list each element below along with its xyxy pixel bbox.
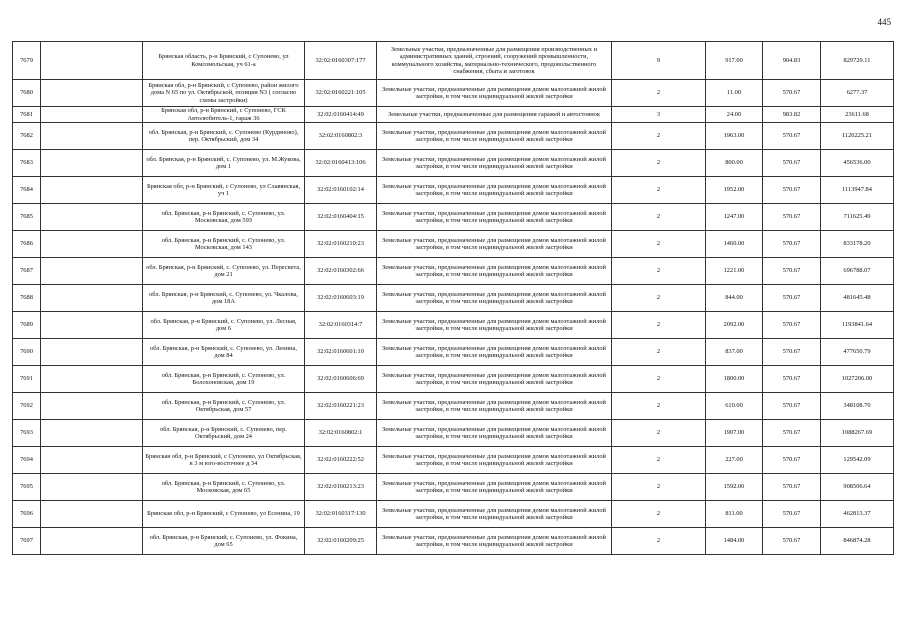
empty-cell [41,123,143,150]
land-use-cell: Земельные участки, предназначенные для размещения домов малоэтажной жилой застройки, в том числе индивидуальной жилой застройки [377,339,612,366]
land-use-cell: Земельные участки, предназначенные для размещения домов малоэтажной жилой застройки, в том числе индивидуальной жилой застройки [377,528,612,555]
row-number: 7693 [13,420,41,447]
table-row [13,393,894,420]
rate-cell: 570.67 [763,258,821,285]
cadastral-number-cell: 32:02:0160221:23 [305,393,377,420]
group-cell: 3 [612,107,706,123]
land-use-cell: Земельные участки, предназначенные для размещения домов малоэтажной жилой застройки, в том числе индивидуальной жилой застройки [377,420,612,447]
area-cell: 11.00 [706,80,763,107]
empty-cell [41,107,143,123]
address-cell: Брянская обл, р-н Брянский, с Супонево, ул Славянская, уч 1 [143,177,305,204]
cadastral-number-cell: 32:02:0160601:10 [305,339,377,366]
land-use-cell: Земельные участки, предназначенные для размещения домов малоэтажной жилой застройки, в том числе индивидуальной жилой застройки [377,80,612,107]
rate-cell: 570.67 [763,339,821,366]
address-cell: обл. Брянская, р-н Брянский, с. Супонево, ул. М.Жукова, дом 1 [143,150,305,177]
page-number: 445 [877,17,891,27]
empty-cell [41,447,143,474]
address-cell: обл. Брянская, р-н Брянский, с. Супонево, ул. Пересвета, дом 21 [143,258,305,285]
rate-cell: 570.67 [763,366,821,393]
value-cell: 1120225.21 [821,123,894,150]
rate-cell: 570.67 [763,150,821,177]
rate-cell: 570.67 [763,285,821,312]
row-number: 7682 [13,123,41,150]
value-cell: 908506.64 [821,474,894,501]
address-cell: Брянская обл, р-н Брянский, с Супонево, ГСК Автолюбитель-1, гараж 36 [143,107,305,123]
value-cell: 462813.37 [821,501,894,528]
group-cell: 2 [612,80,706,107]
group-cell: 2 [612,528,706,555]
table-row [13,366,894,393]
row-number: 7694 [13,447,41,474]
address-cell: обл. Брянская, р-н Брянский, с. Супонево, ул. Ленина, дом 84 [143,339,305,366]
rate-cell: 570.67 [763,501,821,528]
group-cell: 2 [612,150,706,177]
land-use-cell: Земельные участки, предназначенные для размещения домов малоэтажной жилой застройки, в том числе индивидуальной жилой застройки [377,501,612,528]
rate-cell: 570.67 [763,123,821,150]
area-cell: 844.00 [706,285,763,312]
cadastral-number-cell: 32:02:0160802:1 [305,420,377,447]
value-cell: 1027206.00 [821,366,894,393]
group-cell: 2 [612,312,706,339]
rate-cell: 904.83 [763,42,821,80]
rate-cell: 570.67 [763,204,821,231]
value-cell: 1113947.84 [821,177,894,204]
rate-cell: 570.67 [763,447,821,474]
empty-cell [41,474,143,501]
value-cell: 456536.00 [821,150,894,177]
address-cell: обл. Брянская, р-н Брянский, с. Супонево, ул. Московская, дом 59З [143,204,305,231]
area-cell: 811.00 [706,501,763,528]
address-cell: обл. Брянская, р-н Брянский, с. Супонево, ул. Октябрьская, дом 57 [143,393,305,420]
group-cell: 2 [612,123,706,150]
table-row [13,420,894,447]
empty-cell [41,528,143,555]
rate-cell: 570.67 [763,474,821,501]
area-cell: 1963.00 [706,123,763,150]
value-cell: 23611.68 [821,107,894,123]
empty-cell [41,204,143,231]
empty-cell [41,393,143,420]
value-cell: 477650.79 [821,339,894,366]
row-number: 7679 [13,42,41,80]
area-cell: 1247.00 [706,204,763,231]
rate-cell: 570.67 [763,393,821,420]
group-cell: 2 [612,474,706,501]
area-cell: 1460.00 [706,231,763,258]
row-number: 7691 [13,366,41,393]
table-row [13,42,894,80]
rate-cell: 983.82 [763,107,821,123]
empty-cell [41,80,143,107]
area-cell: 1907.00 [706,420,763,447]
value-cell: 1193841.64 [821,312,894,339]
cadastral-number-cell: 32:02:0160307:177 [305,42,377,80]
table-row [13,474,894,501]
area-cell: 800.00 [706,150,763,177]
cadastral-number-cell: 32:02:0160221:105 [305,80,377,107]
land-use-cell: Земельные участки, предназначенные для размещения домов малоэтажной жилой застройки, в том числе индивидуальной жилой застройки [377,366,612,393]
land-use-cell: Земельные участки, предназначенные для размещения домов малоэтажной жилой застройки, в том числе индивидуальной жилой застройки [377,231,612,258]
empty-cell [41,258,143,285]
land-use-cell: Земельные участки, предназначенные для размещения домов малоэтажной жилой застройки, в том числе индивидуальной жилой застройки [377,474,612,501]
cadastral-value-table [12,41,894,555]
group-cell: 2 [612,420,706,447]
cadastral-number-cell: 32:02:0160606:69 [305,366,377,393]
land-use-cell: Земельные участки, предназначенные для размещения гаражей и автостоянок [377,107,612,123]
rate-cell: 570.67 [763,80,821,107]
table-row [13,123,894,150]
cadastral-number-cell: 32:02:0160317:130 [305,501,377,528]
address-cell: обл. Брянская, р-н Брянский, с. Супонево, пер. Октябрьский, дом 24 [143,420,305,447]
area-cell: 1592.00 [706,474,763,501]
table-row [13,339,894,366]
cadastral-number-cell: 32:02:0160213:23 [305,474,377,501]
table-row [13,150,894,177]
row-number: 7683 [13,150,41,177]
group-cell: 2 [612,177,706,204]
rate-cell: 570.67 [763,231,821,258]
land-use-cell: Земельные участки, предназначенные для размещения домов малоэтажной жилой застройки, в том числе индивидуальной жилой застройки [377,177,612,204]
land-use-cell: Земельные участки, предназначенные для размещения домов малоэтажной жилой застройки, в том числе индивидуальной жилой застройки [377,150,612,177]
area-cell: 1221.00 [706,258,763,285]
row-number: 7692 [13,393,41,420]
address-cell: Брянская область, р-н Брянский, с Супонево, ул Комсомольская, уч 61-а [143,42,305,80]
value-cell: 348108.70 [821,393,894,420]
rate-cell: 570.67 [763,312,821,339]
group-cell: 2 [612,393,706,420]
address-cell: обл. Брянская, р-н Брянский, с. Супонево, ул. Лесная, дом 6 [143,312,305,339]
address-cell: обл. Брянская, р-н Брянский, с. Супонево (Курдиново), пер. Октябрьский, дом 34 [143,123,305,150]
group-cell: 9 [612,42,706,80]
land-use-cell: Земельные участки, предназначенные для размещения домов малоэтажной жилой застройки, в том числе индивидуальной жилой застройки [377,204,612,231]
area-cell: 1952.00 [706,177,763,204]
group-cell: 2 [612,231,706,258]
cadastral-number-cell: 32:02:0160413:106 [305,150,377,177]
rate-cell: 570.67 [763,528,821,555]
value-cell: 846874.28 [821,528,894,555]
row-number: 7681 [13,107,41,123]
address-cell: обл. Брянская, р-н Брянский, с. Супонево, ул. Московская, дом 143 [143,231,305,258]
cadastral-number-cell: 32:02:0160102:14 [305,177,377,204]
row-number: 7687 [13,258,41,285]
table-row [13,258,894,285]
cadastral-number-cell: 32:02:0160210:23 [305,231,377,258]
area-cell: 1484.00 [706,528,763,555]
rate-cell: 570.67 [763,420,821,447]
empty-cell [41,312,143,339]
land-use-cell: Земельные участки, предназначенные для размещения производственных и административных зданий, строений, сооружений промышленности, коммунального хозяйства, материально-технического, продовольственного снабжения, сбыта и заготовок [377,42,612,80]
table-row [13,231,894,258]
cadastral-number-cell: 32:02:0160302:66 [305,258,377,285]
rate-cell: 570.67 [763,177,821,204]
address-cell: обл. Брянская, р-н Брянский, с. Супонево, ул. Чкалова, дом 18А [143,285,305,312]
value-cell: 6277.37 [821,80,894,107]
table-body [13,42,894,555]
address-cell: Брянская обл, р-н Брянский, с Супонево, ул Есенина, 19 [143,501,305,528]
row-number: 7684 [13,177,41,204]
empty-cell [41,501,143,528]
address-cell: обл. Брянская, р-н Брянский, с. Супонево, ул. Фокина, дом 65 [143,528,305,555]
empty-cell [41,366,143,393]
value-cell: 129542.09 [821,447,894,474]
group-cell: 2 [612,339,706,366]
land-use-cell: Земельные участки, предназначенные для размещения домов малоэтажной жилой застройки, в том числе индивидуальной жилой застройки [377,447,612,474]
area-cell: 610.00 [706,393,763,420]
address-cell: Брянская обл, р-н Брянский, с Супонево, ул Октябрьская, в 3 м юго-восточнее д 34 [143,447,305,474]
cadastral-number-cell: 32:02:0160314:7 [305,312,377,339]
table-row [13,528,894,555]
cadastral-number-cell: 32:02:0160222:52 [305,447,377,474]
group-cell: 2 [612,204,706,231]
land-use-cell: Земельные участки, предназначенные для размещения домов малоэтажной жилой застройки, в том числе индивидуальной жилой застройки [377,258,612,285]
cadastral-number-cell: 32:02:0160209:25 [305,528,377,555]
land-use-cell: Земельные участки, предназначенные для размещения домов малоэтажной жилой застройки, в том числе индивидуальной жилой застройки [377,393,612,420]
table-row [13,107,894,123]
value-cell: 696788.07 [821,258,894,285]
value-cell: 1088267.69 [821,420,894,447]
area-cell: 837.00 [706,339,763,366]
group-cell: 2 [612,285,706,312]
table-row [13,312,894,339]
row-number: 7690 [13,339,41,366]
empty-cell [41,339,143,366]
table-row [13,204,894,231]
value-cell: 481645.48 [821,285,894,312]
cadastral-number-cell: 32:02:0160404:15 [305,204,377,231]
table-row [13,501,894,528]
row-number: 7688 [13,285,41,312]
area-cell: 24.00 [706,107,763,123]
area-cell: 227.00 [706,447,763,474]
empty-cell [41,150,143,177]
table-row [13,447,894,474]
value-cell: 829729.11 [821,42,894,80]
value-cell: 711625.49 [821,204,894,231]
cadastral-number-cell: 32:02:0160414:49 [305,107,377,123]
empty-cell [41,177,143,204]
group-cell: 2 [612,501,706,528]
row-number: 7689 [13,312,41,339]
cadastral-number-cell: 32:02:0160603:19 [305,285,377,312]
value-cell: 833178.20 [821,231,894,258]
group-cell: 2 [612,447,706,474]
empty-cell [41,231,143,258]
land-use-cell: Земельные участки, предназначенные для размещения домов малоэтажной жилой застройки, в том числе индивидуальной жилой застройки [377,312,612,339]
address-cell: обл. Брянская, р-н Брянский, с. Супонево, ул. Московская, дом 65 [143,474,305,501]
land-use-cell: Земельные участки, предназначенные для размещения домов малоэтажной жилой застройки, в том числе индивидуальной жилой застройки [377,285,612,312]
row-number: 7696 [13,501,41,528]
empty-cell [41,420,143,447]
row-number: 7695 [13,474,41,501]
area-cell: 1800.00 [706,366,763,393]
area-cell: 917.00 [706,42,763,80]
area-cell: 2092.00 [706,312,763,339]
address-cell: Брянская обл, р-н Брянский, с Супонево, район жилого дома N 65 по ул. Октябрьской, позиция N3 ( согласно схемы застройки) [143,80,305,107]
row-number: 7680 [13,80,41,107]
group-cell: 2 [612,366,706,393]
row-number: 7697 [13,528,41,555]
cadastral-number-cell: 32:02:0160802:3 [305,123,377,150]
empty-cell [41,42,143,80]
table-row [13,285,894,312]
address-cell: обл. Брянская, р-н Брянский, с. Супонево, ул. Болохоновская, дом 19 [143,366,305,393]
row-number: 7685 [13,204,41,231]
empty-cell [41,285,143,312]
row-number: 7686 [13,231,41,258]
group-cell: 2 [612,258,706,285]
table-row [13,80,894,107]
table-row [13,177,894,204]
land-use-cell: Земельные участки, предназначенные для размещения домов малоэтажной жилой застройки, в том числе индивидуальной жилой застройки [377,123,612,150]
